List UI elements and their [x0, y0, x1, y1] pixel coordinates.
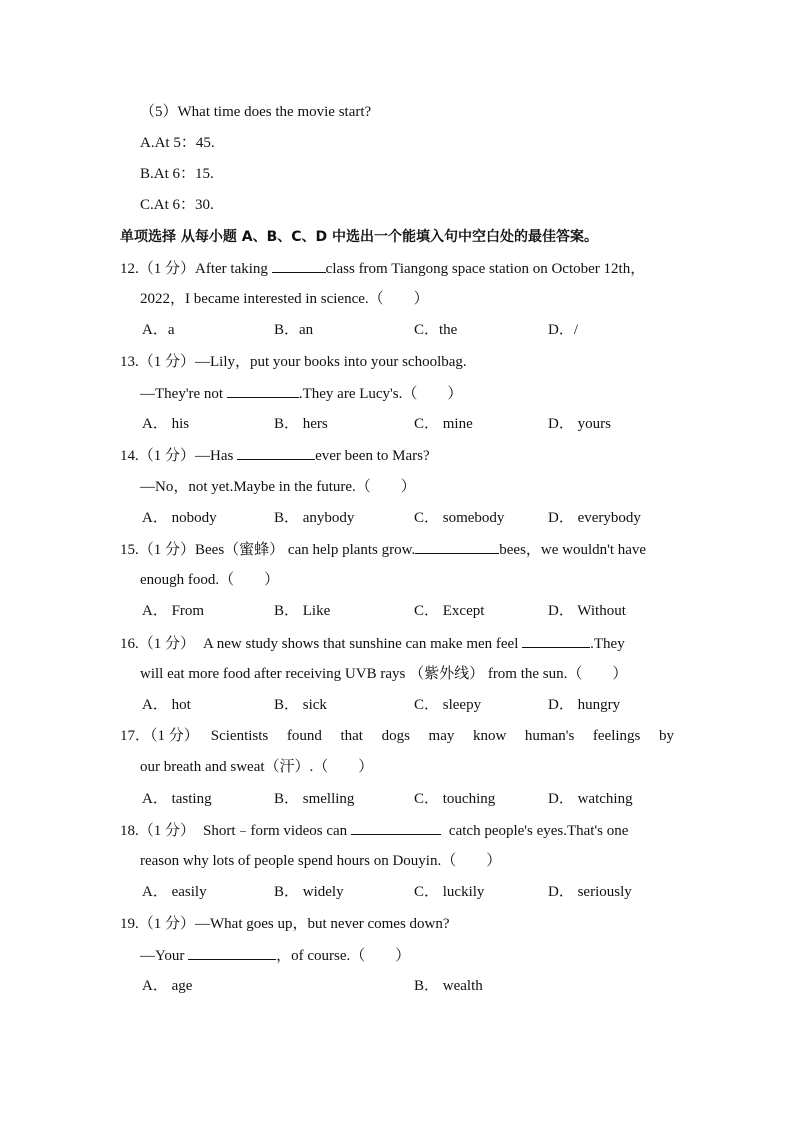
question-number: 18.（1 分） [120, 823, 196, 839]
q16-option-d: D． hungry [548, 697, 621, 713]
answer-blank [188, 945, 276, 960]
q5-stem: （5）What time does the movie start? [140, 104, 372, 120]
q13-option-d: D． yours [548, 416, 611, 432]
answer-blank [351, 820, 441, 835]
question-number: 14.（1 分） [120, 448, 196, 464]
question-number: 16.（1 分） [120, 636, 196, 652]
q18-option-a: A． easily [142, 884, 207, 900]
question-number: 12.（1 分） [120, 261, 196, 277]
q14-line1: 14.（1 分）—Has ever been to Mars? [120, 445, 430, 466]
q19-line2: —Your ，of course.（ ） [140, 945, 410, 966]
q19-option-a: A． age [142, 978, 193, 994]
q18-line1: 18.（1 分） Short﹣form videos can catch people's eyes.That's one [120, 820, 628, 841]
q19-line1: 19.（1 分）—What goes up，but never comes down? [120, 916, 450, 932]
question-number: 19.（1 分） [120, 916, 196, 932]
q17-option-c: C． touching [414, 791, 496, 807]
q12-line2: 2022，I became interested in science.（ ） [140, 291, 429, 307]
answer-blank [227, 383, 299, 398]
q18-option-d: D． seriously [548, 884, 632, 900]
q12-line1: 12.（1 分）After taking class from Tiangong space station on October 12th， [120, 258, 645, 279]
q17-option-d: D． watching [548, 791, 633, 807]
q5-option-c: C.At 6：30. [140, 197, 214, 213]
q15-line2: enough food.（ ） [140, 572, 280, 588]
q12-option-b: B．an [274, 322, 314, 338]
q17-line1: 17．（1 分） Scientists found that dogs may know human's feelings by [120, 728, 674, 744]
q15-line1: 15.（1 分）Bees（蜜蜂） can help plants grow. bees，we wouldn't have [120, 539, 646, 560]
q15-option-a: A． From [142, 603, 205, 619]
q5-option-b: B.At 6：15. [140, 166, 214, 182]
q17-option-a: A． tasting [142, 791, 212, 807]
q16-line1: 16.（1 分） A new study shows that sunshine can make men feel .They [120, 633, 625, 654]
q13-line2: —They're not .They are Lucy's.（ ） [140, 383, 462, 404]
q14-option-d: D． everybody [548, 510, 641, 526]
q18-line2: reason why lots of people spend hours on Douyin.（ ） [140, 853, 502, 869]
question-number: 13.（1 分） [120, 354, 196, 370]
q13-option-a: A． his [142, 416, 190, 432]
question-number: 17．（1 分） [120, 728, 199, 744]
q5-option-a: A.At 5：45. [140, 135, 215, 151]
question-number: 15.（1 分） [120, 542, 196, 558]
q16-option-b: B． sick [274, 697, 327, 713]
q14-option-c: C． somebody [414, 510, 505, 526]
q13-option-b: B． hers [274, 416, 328, 432]
q17-option-b: B． smelling [274, 791, 355, 807]
section-title: 单项选择 从每小题 A、B、C、D 中选出一个能填入句中空白处的最佳答案。 [120, 229, 599, 245]
q16-line2: will eat more food after receiving UVB rays （紫外线） from the sun.（ ） [140, 666, 628, 682]
q16-option-c: C． sleepy [414, 697, 482, 713]
q13-line1: 13.（1 分）—Lily，put your books into your schoolbag. [120, 354, 467, 370]
q14-option-b: B． anybody [274, 510, 355, 526]
q14-option-a: A． nobody [142, 510, 217, 526]
answer-blank [522, 633, 590, 648]
q12-option-d: D．/ [548, 322, 579, 338]
answer-blank [237, 445, 315, 460]
q18-option-b: B． widely [274, 884, 344, 900]
q12-option-a: A．a [142, 322, 175, 338]
q16-option-a: A． hot [142, 697, 191, 713]
q15-option-c: C． Except [414, 603, 485, 619]
q19-option-b: B． wealth [414, 978, 483, 994]
answer-blank [415, 539, 499, 554]
q15-option-d: D． Without [548, 603, 626, 619]
answer-blank [272, 258, 326, 273]
q12-option-c: C．the [414, 322, 458, 338]
q15-option-b: B． Like [274, 603, 331, 619]
q17-line2: our breath and sweat（汗）.（ ） [140, 759, 374, 775]
q13-option-c: C． mine [414, 416, 473, 432]
q18-option-c: C． luckily [414, 884, 485, 900]
q14-line2: —No，not yet.Maybe in the future.（ ） [140, 479, 416, 495]
